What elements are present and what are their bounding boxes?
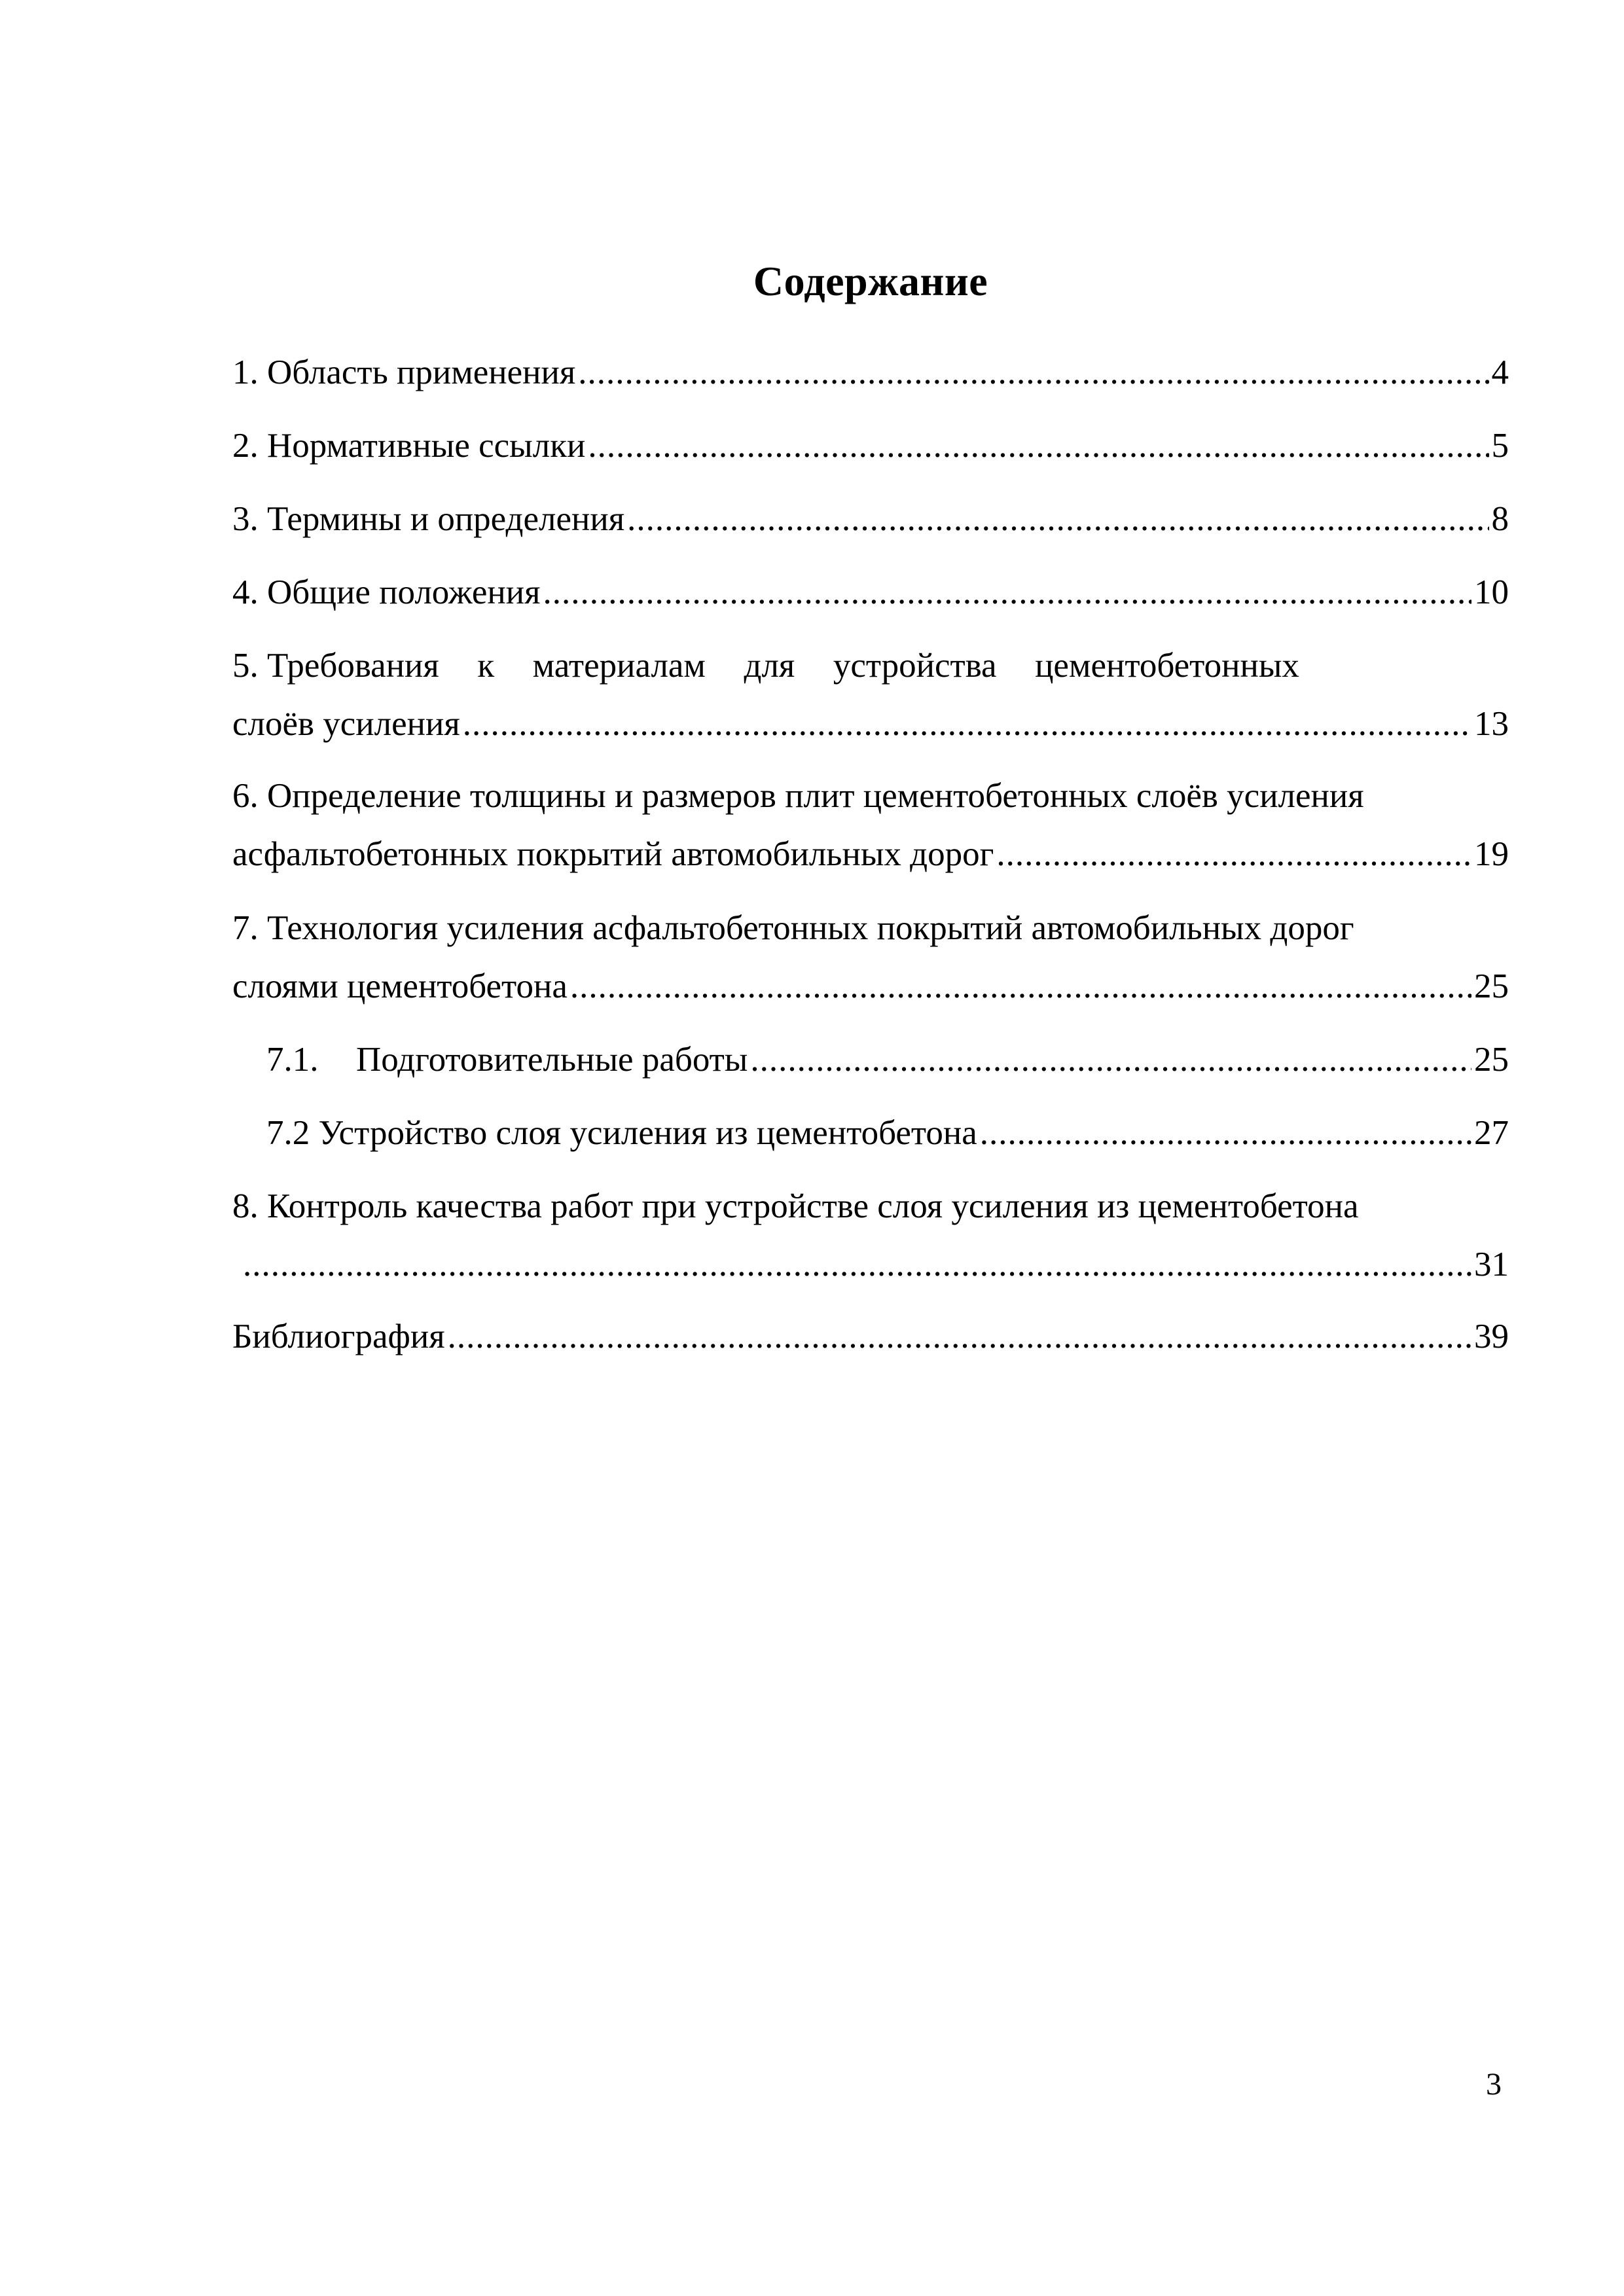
toc-entry-label: асфальтобетонных покрытий автомобильных дорог <box>232 835 994 873</box>
toc-entry-3[interactable] <box>232 490 1509 548</box>
toc-entry-label: 7.2 Устройство слоя усиления из цементобетона <box>266 1114 977 1152</box>
toc-page-number: 5 <box>1491 427 1509 465</box>
toc-entry-word: цементобетонных <box>1035 647 1299 685</box>
toc-entry-first-line <box>232 637 1299 694</box>
toc-dot-leader <box>578 344 1489 401</box>
toc-entry-last-line <box>232 825 1509 883</box>
toc-page-number: 19 <box>1474 835 1509 873</box>
toc-entry-label: 2. Нормативные ссылки <box>232 427 586 465</box>
toc-page-number: 25 <box>1474 1041 1509 1079</box>
toc-entry-label: Библиография <box>232 1318 445 1355</box>
toc-page-number: 27 <box>1474 1114 1509 1152</box>
toc-entry-word: материалам <box>532 647 706 685</box>
toc-entry-first-line: 6. Определение толщины и размеров плит цементобетонных слоёв усиления <box>232 777 1364 815</box>
toc-dot-leader <box>627 490 1489 548</box>
toc-entry-last-line <box>232 695 1509 753</box>
toc-dot-leader <box>463 695 1471 753</box>
toc-entry-word: 5. Требования <box>232 647 439 685</box>
toc-entry-label: 4. Общие положения <box>232 573 541 611</box>
toc-dot-leader <box>448 1308 1471 1365</box>
toc-dot-leader <box>243 1236 1471 1293</box>
toc-page-number: 10 <box>1474 573 1509 611</box>
toc-dot-leader <box>750 1031 1471 1088</box>
toc-entry-7-1[interactable] <box>266 1031 1509 1088</box>
toc-dot-leader <box>570 958 1471 1015</box>
toc-entry-label: 3. Термины и определения <box>232 500 625 538</box>
toc-entry-4[interactable] <box>232 564 1509 621</box>
toc-title: Содержание <box>753 258 988 304</box>
page-number: 3 <box>1486 2067 1502 2102</box>
toc-dot-leader <box>543 564 1471 621</box>
toc-entry-word: для <box>744 647 795 685</box>
toc-entry-label: Подготовительные работы <box>356 1041 748 1079</box>
toc-page-number: 39 <box>1474 1318 1509 1355</box>
toc-entry-label: слоями цементобетона <box>232 967 568 1005</box>
toc-dot-leader <box>996 825 1471 883</box>
toc-entry-bibliography[interactable] <box>232 1308 1509 1365</box>
toc-entry-number: 7.1. <box>266 1041 319 1079</box>
toc-entry-7-2[interactable] <box>266 1104 1509 1162</box>
toc-entry-first-line: 8. Контроль качества работ при устройстве слоя усиления из цементобетона <box>232 1187 1359 1225</box>
toc-page-number: 31 <box>1474 1246 1509 1283</box>
toc-entry-2[interactable] <box>232 417 1509 475</box>
toc-entry-last-line <box>240 1236 1509 1293</box>
toc-entry-word: к <box>477 647 495 685</box>
toc-page-number: 13 <box>1474 705 1509 743</box>
toc-page-number: 25 <box>1474 967 1509 1005</box>
toc-dot-leader <box>980 1104 1471 1162</box>
toc-entry-word: устройства <box>833 647 997 685</box>
toc-entry-last-line <box>232 958 1509 1015</box>
toc-entry-label: 1. Область применения <box>232 353 576 391</box>
toc-entry-1[interactable] <box>232 344 1509 401</box>
toc-dot-leader <box>588 417 1489 475</box>
toc-page-number: 8 <box>1491 500 1509 538</box>
toc-entry-first-line: 7. Технология усиления асфальтобетонных покрытий автомобильных дорог <box>232 909 1354 947</box>
toc-page-number: 4 <box>1491 353 1509 391</box>
toc-entry-label: слоёв усиления <box>232 705 460 743</box>
